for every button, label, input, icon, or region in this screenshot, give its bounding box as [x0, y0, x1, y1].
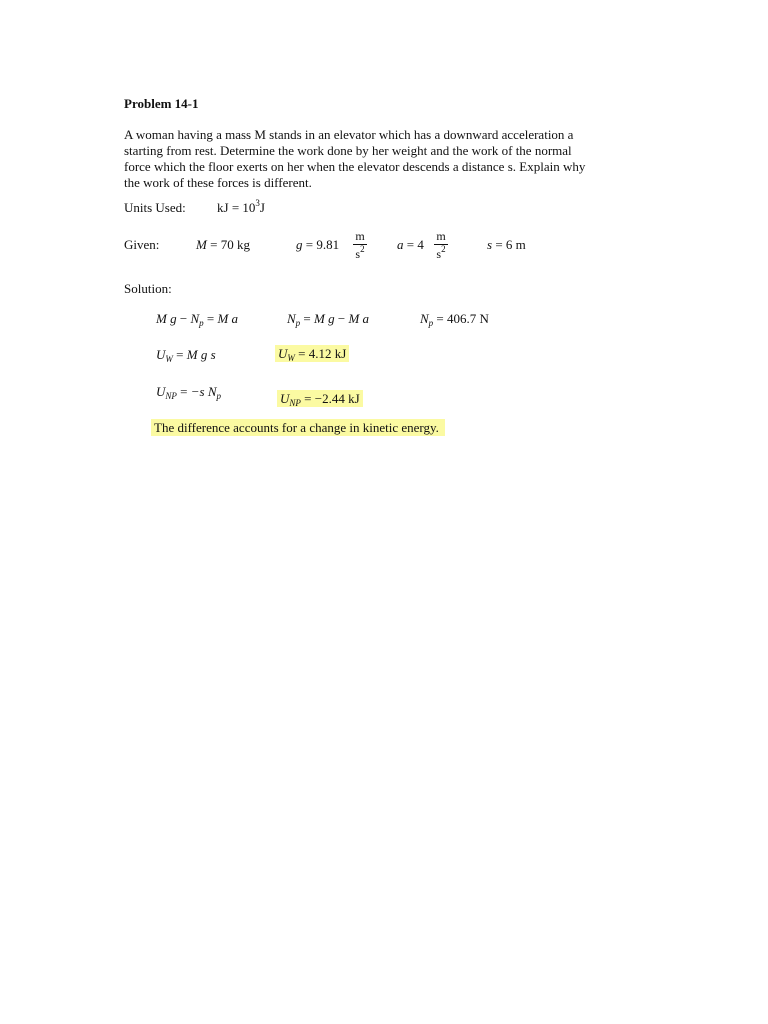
work-weight-result: $U_W = 4.12$ kJ [275, 345, 349, 362]
equals-sign: = [231, 200, 240, 215]
conclusion-text: The difference accounts for a change in kinetic energy. [151, 419, 445, 436]
equals-sign: = [495, 237, 503, 252]
units-label: Units Used: [124, 200, 186, 215]
gravity-unit-fraction [353, 230, 367, 260]
work-weight-definition: $U_W = M$ g s [156, 347, 216, 364]
gravity-symbol: g [296, 237, 303, 252]
gravity-value: 9.81 [316, 237, 340, 252]
given-distance [487, 238, 526, 251]
normal-force-result: $N_p = 406.7$ N [420, 311, 489, 328]
unit-denominator: $s^2$ [355, 244, 365, 261]
statement-line: A woman having a mass M stands in an elevator which has a downward acceleration a [124, 127, 574, 142]
equation-normal-force: $N_p = M$ g − M a [287, 311, 370, 328]
statement-line: starting from rest. Determine the work done by her weight and the work of the normal [124, 143, 572, 158]
unit-numerator: m [436, 229, 446, 243]
equals-sign: = [305, 237, 314, 252]
units-exponent: 3 [255, 198, 260, 208]
unit-denominator: $s^2$ [436, 244, 446, 261]
acceleration-unit-fraction [434, 230, 448, 260]
equals-sign: = [406, 237, 415, 252]
solution-label: Solution: [124, 281, 172, 296]
given-gravity [296, 238, 339, 251]
units-definition [217, 198, 265, 215]
units-joule: J [259, 200, 265, 215]
distance-value: 6 m [505, 237, 526, 252]
work-normal-result: $U_{NP} = -2.44$ kJ [277, 390, 363, 407]
given-acceleration [397, 238, 424, 251]
mass-value: 70 kg [220, 237, 250, 252]
units-kj: kJ [217, 200, 229, 215]
statement-line: force which the floor exerts on her when the elevator descends a distance s. Explain why [124, 159, 586, 174]
equation-force-balance: M $g - N_p = M$ a [156, 311, 239, 328]
statement-line: the work of these forces is different. [124, 175, 312, 190]
problem-statement [124, 127, 644, 191]
units-base: 10 [242, 200, 256, 215]
problem-title: Problem 14-1 [124, 96, 199, 111]
acceleration-value: 4 [417, 237, 424, 252]
given-label: Given: [124, 237, 160, 252]
unit-numerator: m [355, 229, 365, 243]
given-mass [196, 238, 250, 251]
distance-symbol: s [487, 237, 493, 252]
equals-sign: = [210, 237, 218, 252]
work-normal-definition: $U_{NP} = -s$ $N_p$ [156, 384, 222, 401]
mass-symbol: M [196, 237, 207, 252]
acceleration-symbol: a [397, 237, 404, 252]
